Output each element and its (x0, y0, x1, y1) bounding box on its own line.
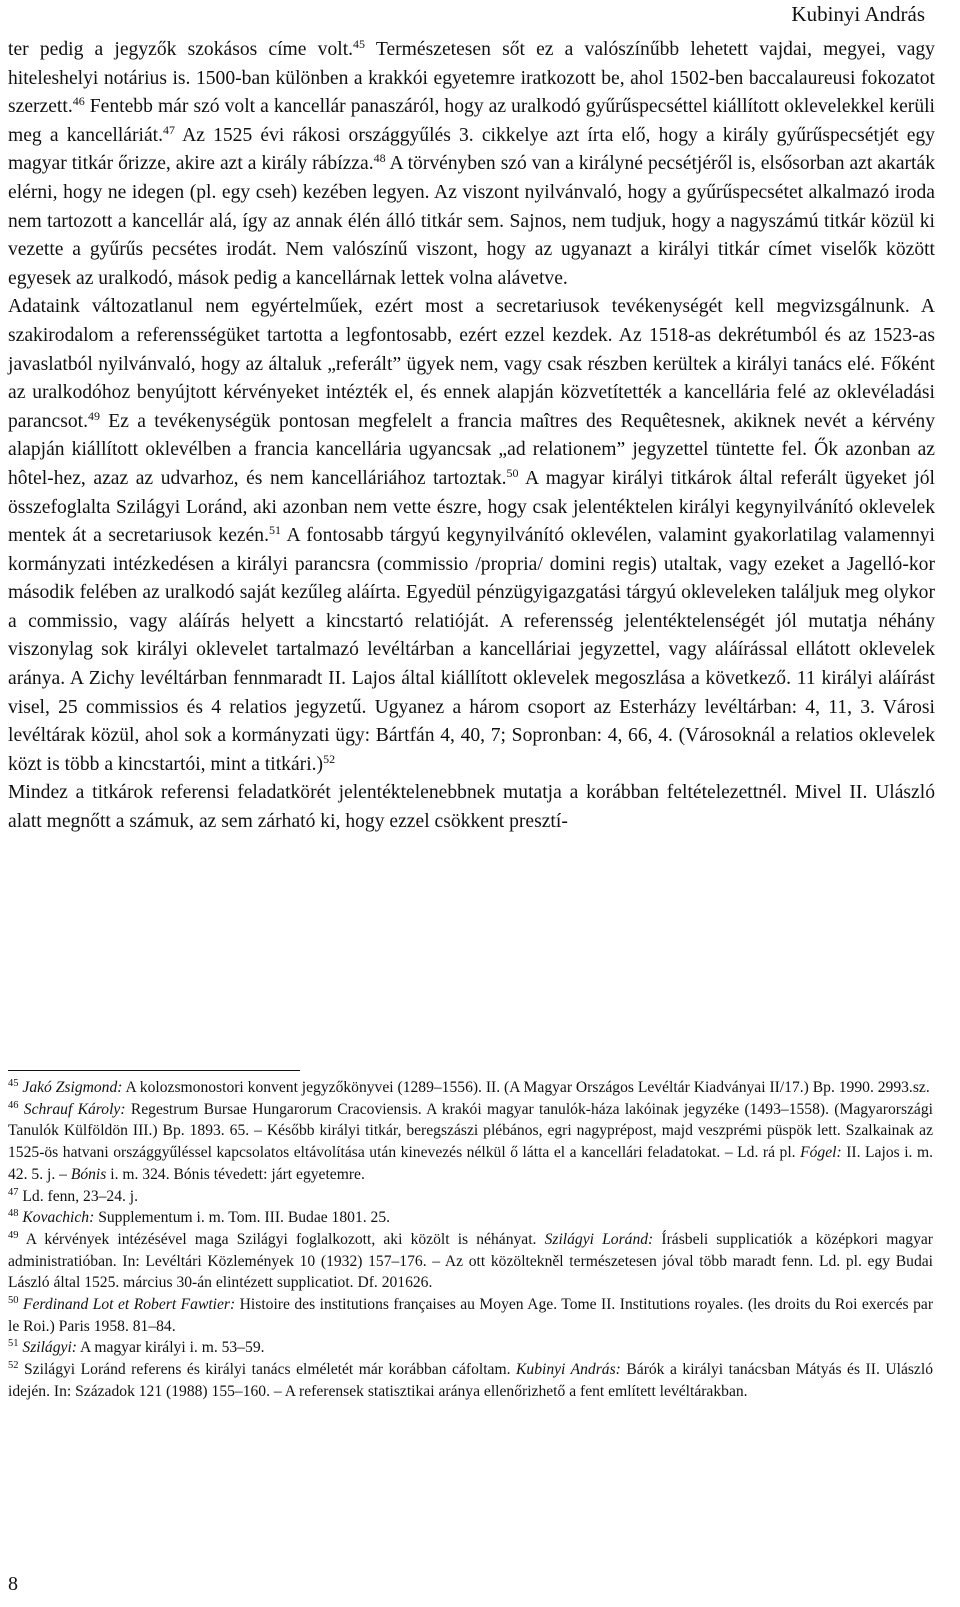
running-header: Kubinyi András (791, 2, 925, 26)
footnote-50: $^{50}$ Ferdinand Lot et Robert Fawtier: Histoire des institutions françaises au Moyen Age. Tome II. Institutions royales. (les droits du Roi exercés par le Roi.) Paris 1958. 81–84. (8, 1295, 934, 1335)
footnote-ref[interactable]: 49 (87, 408, 100, 423)
footnote-45: $^{45}$ Jakó Zsigmond: A kolozsmonostori konvent jegyzőkönyvei (1289–1556). II. (A Magyar Országos Levéltár Kiadványai II/17.) Bp. 1990. 2993.sz. (8, 1078, 930, 1096)
footnote-46: $^{46}$ Schrauf Károly: Regestrum Bursae Hungarorum Cracoviensis. A krakói magyar tanulók-háza lakóinak jegyzéke (1493–1558). (Magyarországi Tanulók Külföldön III.) Bp. 1893. 65. – Később királyi titkár, beregszászi plébános, egri nagyprépost, majd veszprémi püspök lett. Szalkainak az 1525-ös hatvani országgyűléssel kapcsolatos eltávolítása után kinevezés nélkül ő látta el a kancellári feladatokat. – Ld. rá pl. Fógel: II. Lajos i. m. 42. 5. j. – Bónis i. m. 324. Bónis tévedett: járt egyetemre. (8, 1099, 933, 1183)
footnote-52: $^{52}$ Szilágyi Loránd referens és királyi tanács elméletét már korábban cáfoltam. Kubinyi András: Bárók a királyi tanácsban Mátyás és II. Ulászló idején. In: Századok 121 (1988) 155–160. – A referensek statisztikai aránya ellenőrizhető a fent említett levéltárakban. (8, 1360, 933, 1400)
footnote-47: $^{47}$ Ld. fenn, 23–24. j. (8, 1186, 139, 1205)
paragraph: Mindez a titkárok referensi feladatkörét jelentéktelenebbnek mutatja a korábban feltételezettnél. Mivel II. Ulászló alatt megnőtt a számuk, az sem zárható ki, hogy ezzel csökkent presztí- (8, 782, 935, 833)
footnote-ref[interactable]: 46 (72, 94, 85, 109)
footnote-49: $^{49}$ A kérvények intézésével maga Szilágyi foglalkozott, aki közölt is néhányat. Szilágyi Loránd: Írásbeli supplicatiók a középkori magyar administratióban. In: Levéltári Közlemények 10 (1932) 157–176. – Az ott közöltekněl természetesen jóval több maradt fenn. Ld. pl. egy Budai László által 1525. március 30-án elintézett supplicatiot. Df. 201626. (8, 1229, 933, 1292)
main-text (8, 36, 935, 837)
footnote-51: $^{51}$ Szilágyi: A magyar királyi i. m. 53–59. (8, 1338, 265, 1357)
footnote-ref[interactable]: 47 (163, 122, 176, 137)
footnote-48: $^{48}$ Kovachich: Supplementum i. m. Tom. III. Budae 1801. 25. (8, 1208, 391, 1227)
footnote-ref[interactable]: 50 (506, 465, 519, 480)
footnote-ref[interactable]: 52 (323, 751, 336, 766)
page-number: 8 (8, 1573, 18, 1595)
footnote-ref[interactable]: 48 (373, 151, 386, 166)
footnote-ref[interactable]: 45 (353, 37, 366, 51)
footnotes (8, 1077, 933, 1403)
paragraph: Adataink változatlanul nem egyértelműek, ezért most a secretariusok tevékenységét kell megvizsgálnunk. A szakirodalom a referensségüket tartotta a legfontosabb, ezért ezzel kezdek. Az 1518-as dekrétumból és az 1523-as javaslatból nyilvánvaló, hogy az általuk „referált” ügyek nem, vagy csak részben kerültek a királyi tanács elé. Főként az uralkodóhoz benyújtott kérvényeket intézték el, és ennek alapján közvetítették a kancellária felé az oklevéladási parancsot.$^{49}$ Ez a tevékenységük pontosan megfelelt a francia maîtres des Requêtesnek, akiknek nevét a kérvény alapján kiállított oklevélben a francia kancellária ugyancsak „ad relationem” jegyzettel tüntette fel. Ők azonban az hôtel-hez, azaz az udvarhoz, és nem kancelláriához tartoztak.$^{50}$ A magyar királyi titkárok által referált ügyeket jól összefoglalta Szilágyi Loránd, aki azonban nem vette észre, hogy csak jelentéktelen királyi kegynyilvánító oklevelek mentek át a secretariusok kezén.$^{51}$ A fontosabb tárgyú kegynyilvánító oklevélen, valamint gyakorlatilag valamennyi kormányzati intézkedésen a királyi parancsra (commissio /propria/ domini regis) utaltak, vagy ezeket a Jagelló-kor második felében az uralkodó saját kezűleg aláírta. Egyedül pénzügyigazgatási tárgyú okleveleken találjuk meg olykor a commissio, vagy aláírás helyett a kincstartó relatióját. A referensség jelentéktelenségét jól mutatja néhány viszonylag sok királyi oklevelet tartalmazó levéltárban a kancelláriai jegyzettel, vagy aláírással ellátott oklevelek aránya. A Zichy levéltárban fennmaradt II. Lajos által kiállított oklevelek megoszlása a következő. 11 királyi aláírást visel, 25 commissios és 4 relatios jegyzetű. Ugyanez a három csoport az Esterházy levéltárban: 4, 11, 3. Városi levéltárak közül, ahol sok a kormányzati ügy: Bártfán 4, 40, 7; Sopronban: 4, 66, 4. (Városoknál a relatios oklevelek közt is több a kincstartói, mint a titkári.)$^{52}$ (8, 296, 935, 775)
footnote-divider (8, 1070, 300, 1071)
footnote-ref[interactable]: 51 (269, 523, 281, 538)
paragraph: ter pedig a jegyzők szokásos címe volt.$^{45}$ Természetesen sőt ez a valószínűbb lehetett vajdai, megyei, vagy hiteleshelyi notárius is. 1500-ban különben a krakkói egyetemre iratkozott be, ahol 1502-ben baccalaureusi fokozatot szerzett.$^{46}$ Fentebb már szó volt a kancellár panaszáról, hogy az uralkodó gyűrűspecséttel kiállított oklevelekkel kerüli meg a kancelláriát.$^{47}$ Az 1525 évi rákosi országgyűlés 3. cikkelye azt írta elő, hogy a király gyűrűspecsétjét egy magyar titkár őrizze, akire azt a király rábízza.$^{48}$ A törvényben szó van a királyné pecsétjéről is, elsősorban azt akarták elérni, hogy ne idegen (pl. egy cseh) kezében legyen. Az viszont nyilvánvaló, hogy a gyűrűspecsétet alkalmazó iroda nem tartozott a kancellár alá, így az annak élén álló titkár sem. Sajnos, nem tudjuk, hogy a nagyszámú titkár közül ki vezette a gyűrűs pecsétes irodát. Nem valószínű viszont, hogy az ugyanazt a királyi titkár címet viselők között egyesek az uralkodó, mások pedig a kancellárnak lettek volna alávetve. (8, 37, 935, 289)
